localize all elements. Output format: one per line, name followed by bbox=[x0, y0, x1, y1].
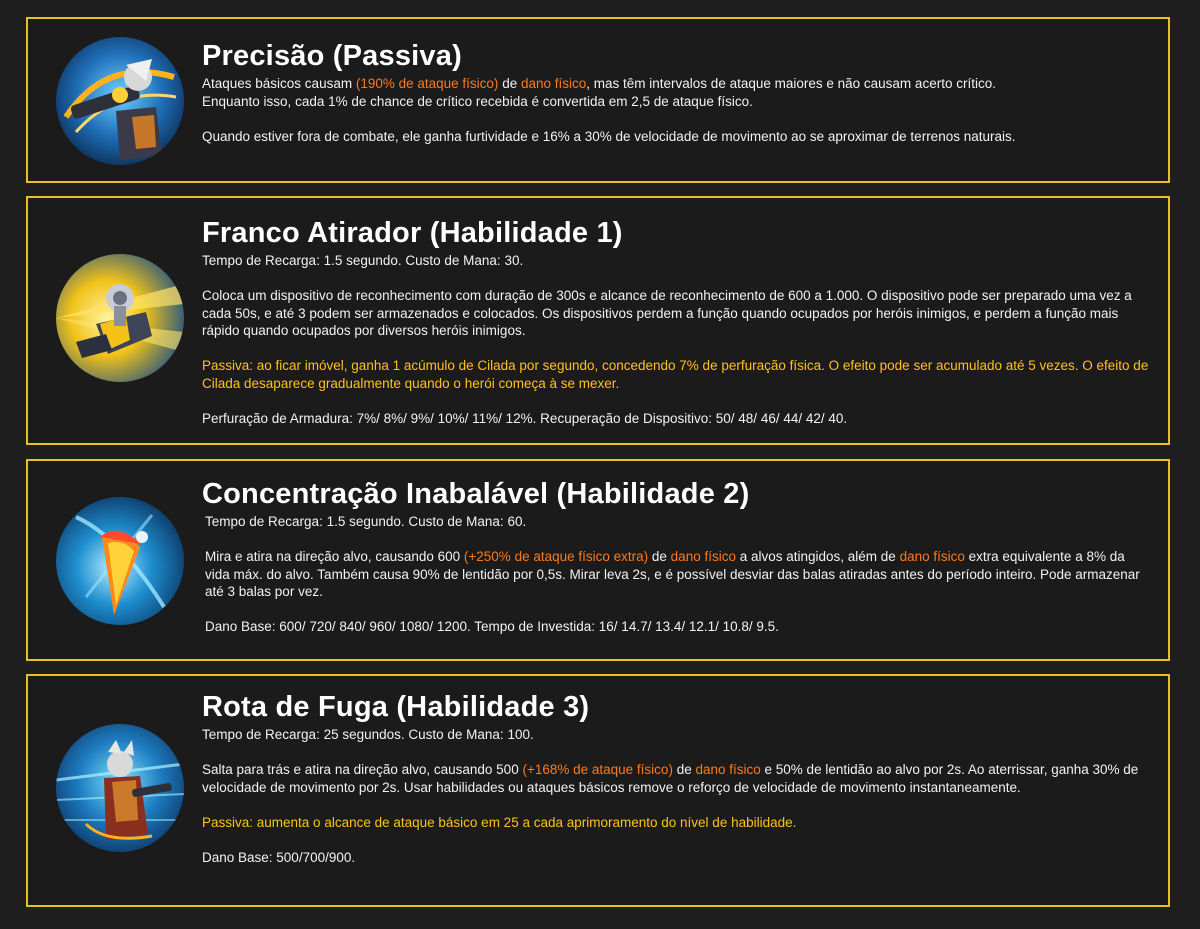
skill-title: Franco Atirador (Habilidade 1) bbox=[202, 217, 623, 249]
damage-type: dano físico bbox=[899, 549, 965, 564]
skill-card-ability-2 bbox=[26, 459, 1170, 661]
skill-title: Rota de Fuga (Habilidade 3) bbox=[202, 691, 590, 723]
recon-device-icon bbox=[56, 254, 184, 382]
skill-card-ability-1 bbox=[26, 196, 1170, 445]
skill-card-ability-3 bbox=[26, 674, 1170, 907]
skill-stats: Perfuração de Armadura: 7%/ 8%/ 9%/ 10%/ 11%/ 12%. Recuperação de Dispositivo: 50/ 48/ 46/ 44/ 42/ 40. bbox=[202, 410, 848, 426]
damage-scaling: (190% de ataque físico) bbox=[355, 76, 499, 91]
skill-description: Salta para trás e atira na direção alvo, causando 500 (+168% de ataque físico) de dano físico e 50% de lentidão ao alvo por 2s. Ao aterrissar, ganha 30% de velocidade de movimento por 2s. Usar habilidades ou ataques básicos remove o reforço de velocidade de movimento instantaneamente. bbox=[202, 762, 1139, 795]
bullet-shot-icon bbox=[56, 497, 184, 625]
skill-description: Coloca um dispositivo de reconhecimento com duração de 300s e alcance de reconhecimento de 600 a 1.000. O dispositivo pode ser preparado uma vez a cada 50s, e até 3 podem ser armazenados e colocados. Os dispositivos perdem a função quando ocupados por heróis inimigos, e perdem a função mais rápido quando ocupados por diversos heróis inimigos. bbox=[202, 288, 1132, 338]
sniper-passive-icon bbox=[56, 37, 184, 165]
skill-stats: Dano Base: 600/ 720/ 840/ 960/ 1080/ 1200. Tempo de Investida: 16/ 14.7/ 13.4/ 12.1/ 10.8/ 9.5. bbox=[205, 619, 779, 634]
damage-scaling: (+168% de ataque físico) bbox=[522, 762, 673, 777]
skill-stealth-text: Quando estiver fora de combate, ele ganha furtividade e 16% a 30% de velocidade de movimento ao se aproximar de terrenos naturais. bbox=[202, 128, 1016, 144]
skill-cooldown: Tempo de Recarga: 1.5 segundo. Custo de Mana: 60. bbox=[205, 514, 527, 529]
leap-back-icon bbox=[56, 724, 184, 852]
damage-type: dano físico bbox=[520, 76, 587, 91]
damage-type: dano físico bbox=[670, 549, 736, 564]
skill-passive: Passiva: aumenta o alcance de ataque básico em 25 a cada aprimoramento do nível de habilidade. bbox=[202, 814, 797, 830]
skill-description: Mira e atira na direção alvo, causando 600 (+250% de ataque físico extra) de dano físico a alvos atingidos, além de dano físico extra equivalente a 8% da vida máx. do alvo. Também causa 90% de lentidão por 0,5s. Mirar leva 2s, e é possível desviar das balas atiradas antes do período inteiro. Pode armazenar até 3 balas por vez. bbox=[205, 549, 1140, 599]
skill-title: Concentração Inabalável (Habilidade 2) bbox=[202, 478, 750, 510]
skill-card-passive bbox=[26, 17, 1170, 183]
skill-cooldown: Tempo de Recarga: 1.5 segundo. Custo de Mana: 30. bbox=[202, 253, 524, 268]
skill-title: Precisão (Passiva) bbox=[202, 40, 462, 72]
skill-description: Ataques básicos causam (190% de ataque físico) de dano físico, mas têm intervalos de ataque maiores e não causam acerto crítico. Enquanto isso, cada 1% de chance de crítico recebida é convertida em 2,5 de ataque físico. bbox=[202, 76, 996, 109]
damage-type: dano físico bbox=[695, 762, 761, 777]
damage-scaling: (+250% de ataque físico extra) bbox=[463, 549, 649, 564]
skill-stats: Dano Base: 500/700/900. bbox=[202, 849, 356, 865]
skill-passive: Passiva: ao ficar imóvel, ganha 1 acúmulo de Cilada por segundo, concedendo 7% de perfuração física. O efeito pode ser acumulado até 5 vezes. O efeito de Cilada desaparece gradualmente quando o herói começa à se mexer. bbox=[202, 358, 1149, 391]
skill-cooldown: Tempo de Recarga: 25 segundos. Custo de Mana: 100. bbox=[202, 727, 534, 742]
